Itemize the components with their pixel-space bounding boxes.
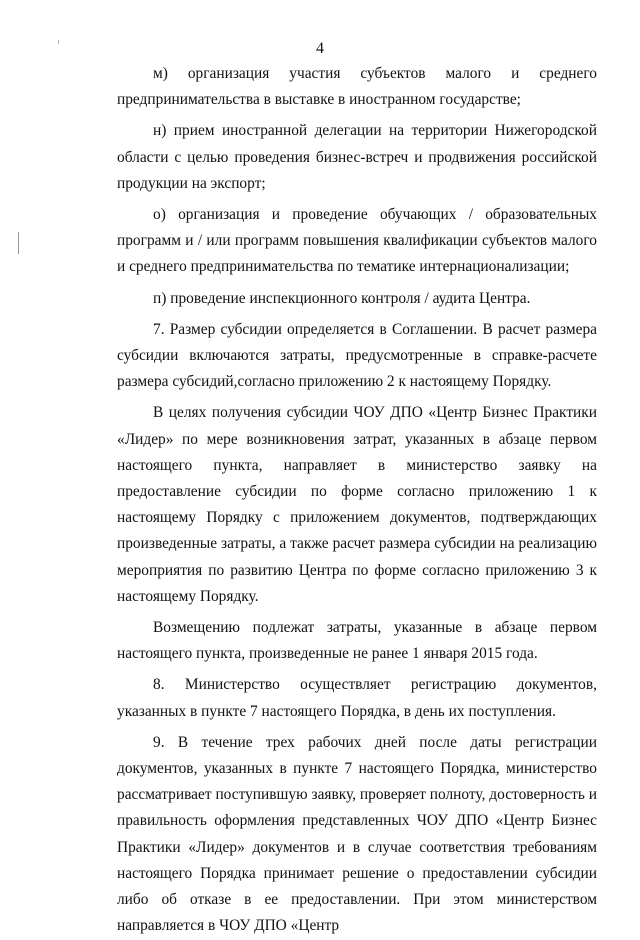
- paragraph-clause-7-application: В целях получения субсидии ЧОУ ДПО «Центр Бизнес Практики «Лидер» по мере возникновения затрат, указанных в абзаце первом настоящего пункта, направляет в министерство заявку на предоставление субсидии по форме согласно приложению 1 к настоящему Порядку с приложением документов, подтверждающих произведенные затраты, а также расчет размера субсидии на реализацию мероприятия по развитию Центра по форме согласно приложению 3 к настоящему Порядку.: [117, 404, 597, 605]
- paragraph-item-o: о) организация и проведение обучающих / образовательных программ и / или программ повышения квалификации субъектов малого и среднего предпринимательства по тематике интернационализации;: [117, 206, 597, 276]
- paragraph-clause-7-reimbursement: Возмещению подлежат затраты, указанные в абзаце первом настоящего пункта, произведенные не ранее 1 января 2015 года.: [117, 619, 597, 663]
- paragraph-item-n: н) прием иностранной делегации на территории Нижегородской области с целью проведения бизнес-встреч и продвижения российской продукции на экспорт;: [117, 122, 597, 192]
- page-number: 4: [316, 40, 324, 57]
- paragraph-clause-9: 9. В течение трех рабочих дней после даты регистрации документов, указанных в пункте 7 настоящего Порядка, министерство рассматривает поступившую заявку, проверяет полноту, достоверность и правильность оформления представленных ЧОУ ДПО «Центр Бизнес Практики «Лидер» документов и в случае соответствия требованиям настоящего Порядка принимает решение о предоставлении субсидии либо об отказе в ее предоставлении. При этом министерством направляется в ЧОУ ДПО «Центр: [117, 733, 597, 935]
- paragraph-clause-8: 8. Министерство осуществляет регистрацию документов, указанных в пункте 7 настоящего Порядка, в день их поступления.: [117, 676, 597, 720]
- scan-artifact-line: [18, 232, 19, 254]
- paragraph-item-m: м) организация участия субъектов малого и среднего предпринимательства в выставке в иностранном государстве;: [117, 65, 597, 109]
- paragraph-clause-7: 7. Размер субсидии определяется в Соглашении. В расчет размера субсидии включаются затраты, предусмотренные в справке-расчете размера субсидий,согласно приложению 2 к настоящему Порядку.: [117, 320, 597, 391]
- document-body: [117, 61, 597, 940]
- paragraph-item-p: п) проведение инспекционного контроля / аудита Центра.: [153, 289, 531, 307]
